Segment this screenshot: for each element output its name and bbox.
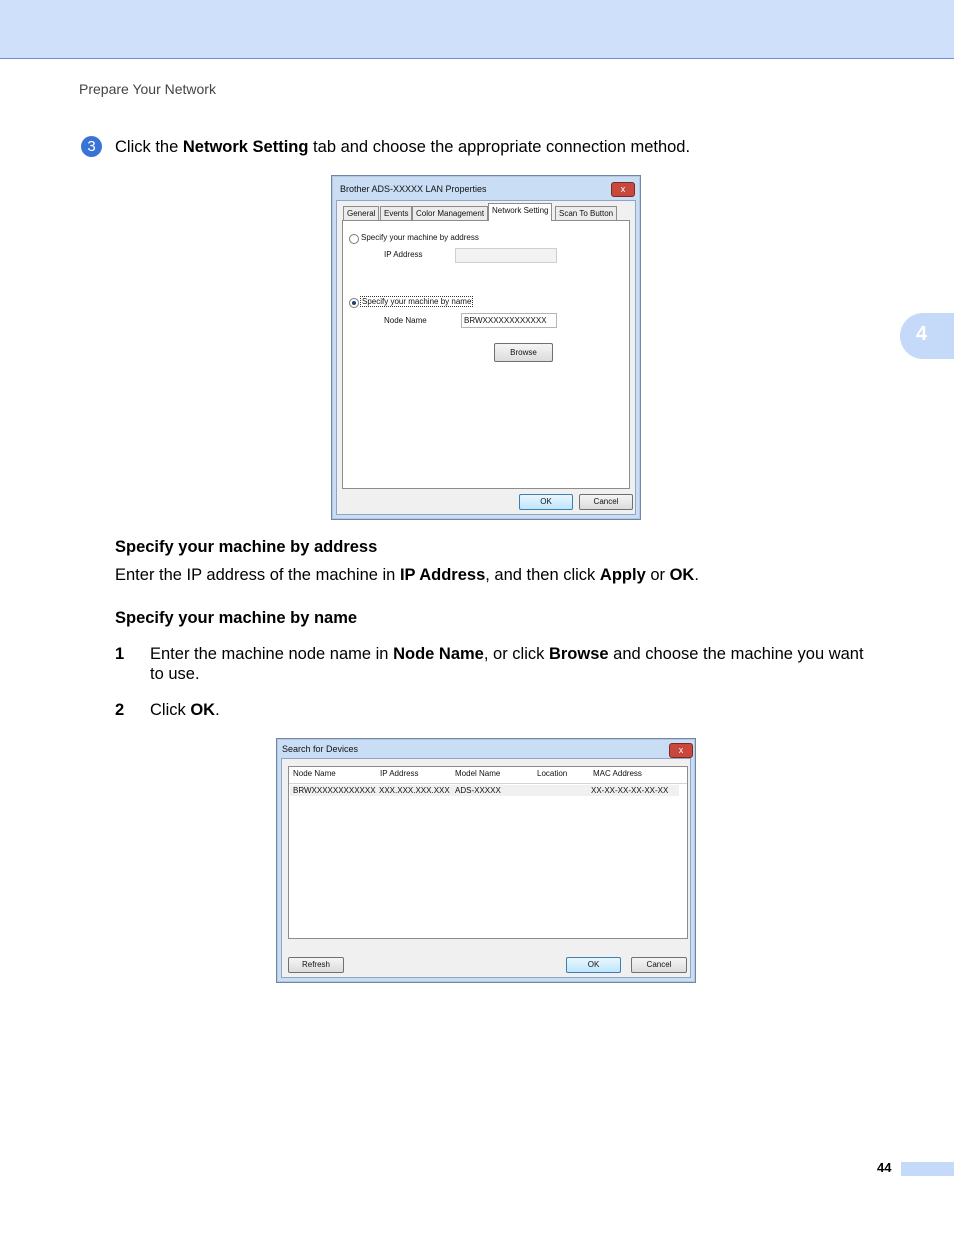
node-name-label: Node Name <box>384 316 427 325</box>
column-header-model-name[interactable]: Model Name <box>455 769 501 778</box>
step-number-badge: 3 <box>81 136 102 157</box>
ip-address-label: IP Address <box>384 250 423 259</box>
page-number: 44 <box>877 1160 892 1175</box>
text-span: or <box>645 566 670 584</box>
search-devices-dialog <box>276 738 696 983</box>
ok-button[interactable]: OK <box>519 494 573 510</box>
chapter-tab <box>900 313 954 359</box>
list-number-1: 1 <box>115 645 125 663</box>
text-span: Enter the IP address of the machine in <box>115 566 400 584</box>
text-span: , and then click <box>485 566 600 584</box>
radio-by-address[interactable] <box>349 234 359 244</box>
step-instruction <box>115 137 690 157</box>
heading-by-name: Specify your machine by name <box>115 609 358 627</box>
close-icon[interactable]: x <box>669 743 693 758</box>
step-text-post: tab and choose the appropriate connection method. <box>308 138 691 156</box>
column-header-ip-address[interactable]: IP Address <box>380 769 419 778</box>
list-item-2 <box>150 700 220 720</box>
step-text-bold: Network Setting <box>182 138 309 156</box>
text-span-bold: OK <box>669 566 695 584</box>
node-name-field[interactable]: BRWXXXXXXXXXXXX <box>461 313 557 328</box>
list-item-1-line-2: to use. <box>150 665 200 683</box>
by-address-paragraph <box>115 565 699 585</box>
ip-address-field[interactable] <box>455 248 557 263</box>
radio-by-name-label: Specify your machine by name <box>362 297 472 306</box>
tab-color-management[interactable]: Color Management <box>412 206 488 220</box>
text-span-bold: Browse <box>548 645 609 663</box>
device-list[interactable] <box>288 766 688 939</box>
text-span-bold: IP Address <box>399 566 486 584</box>
cell-model-name: ADS-XXXXX <box>455 786 501 795</box>
text-span: and choose the machine you want <box>608 645 864 663</box>
text-span-bold: OK <box>190 701 216 719</box>
dialog-title: Brother ADS-XXXXX LAN Properties <box>340 184 487 194</box>
tab-events[interactable]: Events <box>380 206 412 220</box>
tab-network-setting[interactable]: Network Setting <box>488 203 552 221</box>
text-span-bold: Apply <box>599 566 646 584</box>
cell-mac-address: XX-XX-XX-XX-XX-XX <box>591 786 669 795</box>
lan-properties-dialog <box>331 175 641 520</box>
text-span: Click <box>150 701 191 719</box>
running-header: Prepare Your Network <box>79 81 216 97</box>
list-item-1-line-1 <box>150 644 864 664</box>
list-number-2: 2 <box>115 701 125 719</box>
text-span: Enter the machine node name in <box>150 645 394 663</box>
column-header-node-name[interactable]: Node Name <box>293 769 336 778</box>
device-list-header <box>289 767 687 784</box>
column-header-mac-address[interactable]: MAC Address <box>593 769 642 778</box>
browse-button[interactable]: Browse <box>494 343 553 362</box>
ok-button[interactable]: OK <box>566 957 621 973</box>
cancel-button[interactable]: Cancel <box>579 494 633 510</box>
tab-general[interactable]: General <box>343 206 379 220</box>
text-span: . <box>215 701 220 719</box>
cell-node-name: BRWXXXXXXXXXXXX <box>293 786 376 795</box>
text-span-bold: Node Name <box>393 645 484 663</box>
close-icon[interactable]: x <box>611 182 635 197</box>
network-setting-panel <box>342 220 630 489</box>
text-span: , or click <box>483 645 549 663</box>
cancel-button[interactable]: Cancel <box>631 957 687 973</box>
heading-by-address: Specify your machine by address <box>115 538 378 556</box>
tab-scan-to-button[interactable]: Scan To Button <box>555 206 617 220</box>
cell-ip-address: XXX.XXX.XXX.XXX <box>379 786 450 795</box>
page-number-bar <box>901 1162 954 1176</box>
radio-by-name[interactable] <box>349 298 359 308</box>
refresh-button[interactable]: Refresh <box>288 957 344 973</box>
chapter-number: 4 <box>916 323 928 345</box>
text-span: . <box>694 566 699 584</box>
dialog-client-area <box>336 200 636 515</box>
table-row[interactable] <box>290 785 679 796</box>
dialog-title: Search for Devices <box>282 744 359 754</box>
radio-by-address-label: Specify your machine by address <box>361 233 479 242</box>
column-header-location[interactable]: Location <box>537 769 568 778</box>
step-text-pre: Click the <box>115 138 183 156</box>
dialog-client-area <box>281 758 691 978</box>
header-band <box>0 0 954 59</box>
